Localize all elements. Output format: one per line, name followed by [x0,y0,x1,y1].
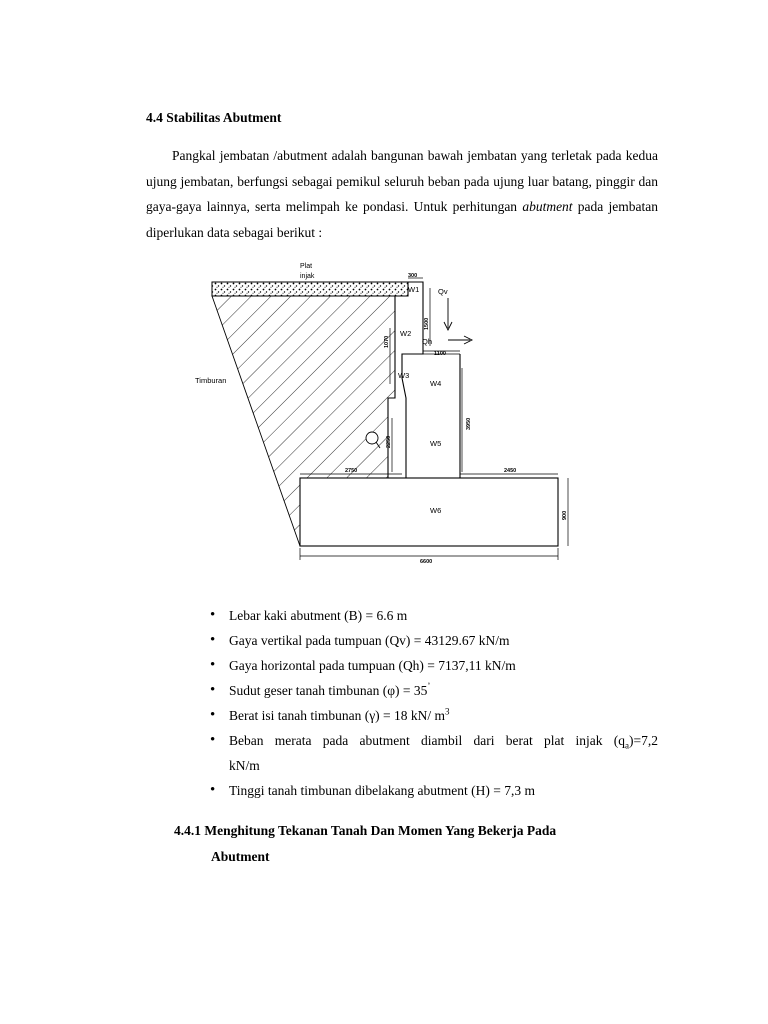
list-item: • Sudut geser tanah timbunan (φ) = 35˚ [210,678,658,703]
plat-label-1: Plat [300,263,313,270]
w1-label: W1 [408,285,420,294]
backfill-hatch [212,296,395,546]
dim-top: 300 [408,273,418,279]
dim-1100: 1100 [434,351,446,357]
footing [300,478,558,546]
para-text-1: Pangkal jembatan /abutment adalah bangunan bawah jembatan yang terletak pada kedua ujung jembatan, berfungsi sebagai pemikul seluruh beban pada ujung luar batang, pinggir dan gaya-gaya lainnya, serta melimpah ke pondasi. Untuk perhitungan [146,148,658,214]
list-item: • Berat isi tanah timbunan (γ) = 18 kN/ $m^3$ [210,703,658,728]
para-italic: abutment [522,199,573,214]
list-item: • Beban merata pada abutment diambil dari berat plat injak $(q_a)=7,2$ kN/m [210,728,658,778]
subsection-line-1: 4.4.1 Menghitung Tekanan Tanah Dan Momen Yang Bekerja Pada [174,823,557,838]
w6-label: W6 [430,506,442,515]
approach-slab [212,282,408,296]
qv-label: Qv [438,287,448,296]
dim-3950: 3950 [466,417,472,430]
subsection-line-2: Abutment [211,849,270,864]
qh-label: Qh [422,337,433,346]
w4-label: W4 [430,379,442,388]
w5-label: W5 [430,439,442,448]
list-item: • Lebar kaki abutment (B) = 6.6 m [210,603,658,628]
para-text-2: pada jembatan diperlukan data sebagai berikut : [146,199,659,240]
data-list [210,603,658,803]
abutment-figure [190,258,580,570]
dim-6600: 6600 [420,559,433,565]
dim-2450: 2450 [504,468,517,474]
abutment-diagram [190,258,580,570]
abutment-front-face [460,354,558,478]
w3-label: W3 [398,371,410,380]
dim-1500: 1500 [424,317,430,330]
abutment-outline-front [402,282,423,478]
dim-2250: 2250 [386,435,392,448]
list-item: • Gaya vertikal pada tumpuan (Qv) = 43129.67 kN/m [210,628,658,653]
intro-paragraph [146,143,658,245]
list-item: • Gaya horizontal pada tumpuan (Qh) = 7137,11 kN/m [210,653,658,678]
subsection-heading [174,818,556,870]
dim-1070: 1070 [384,335,390,348]
list-item: • Tinggi tanah timbunan dibelakang abutment (H) = 7,3 m [210,778,658,803]
dim-2750: 2750 [345,468,358,474]
plat-label-2: injak [300,273,315,280]
w2-label: W2 [400,329,412,338]
timbunan-label: Timburan [195,376,227,385]
section-heading: 4.4 Stabilitas Abutment [146,110,282,125]
dim-900: 900 [562,510,568,520]
